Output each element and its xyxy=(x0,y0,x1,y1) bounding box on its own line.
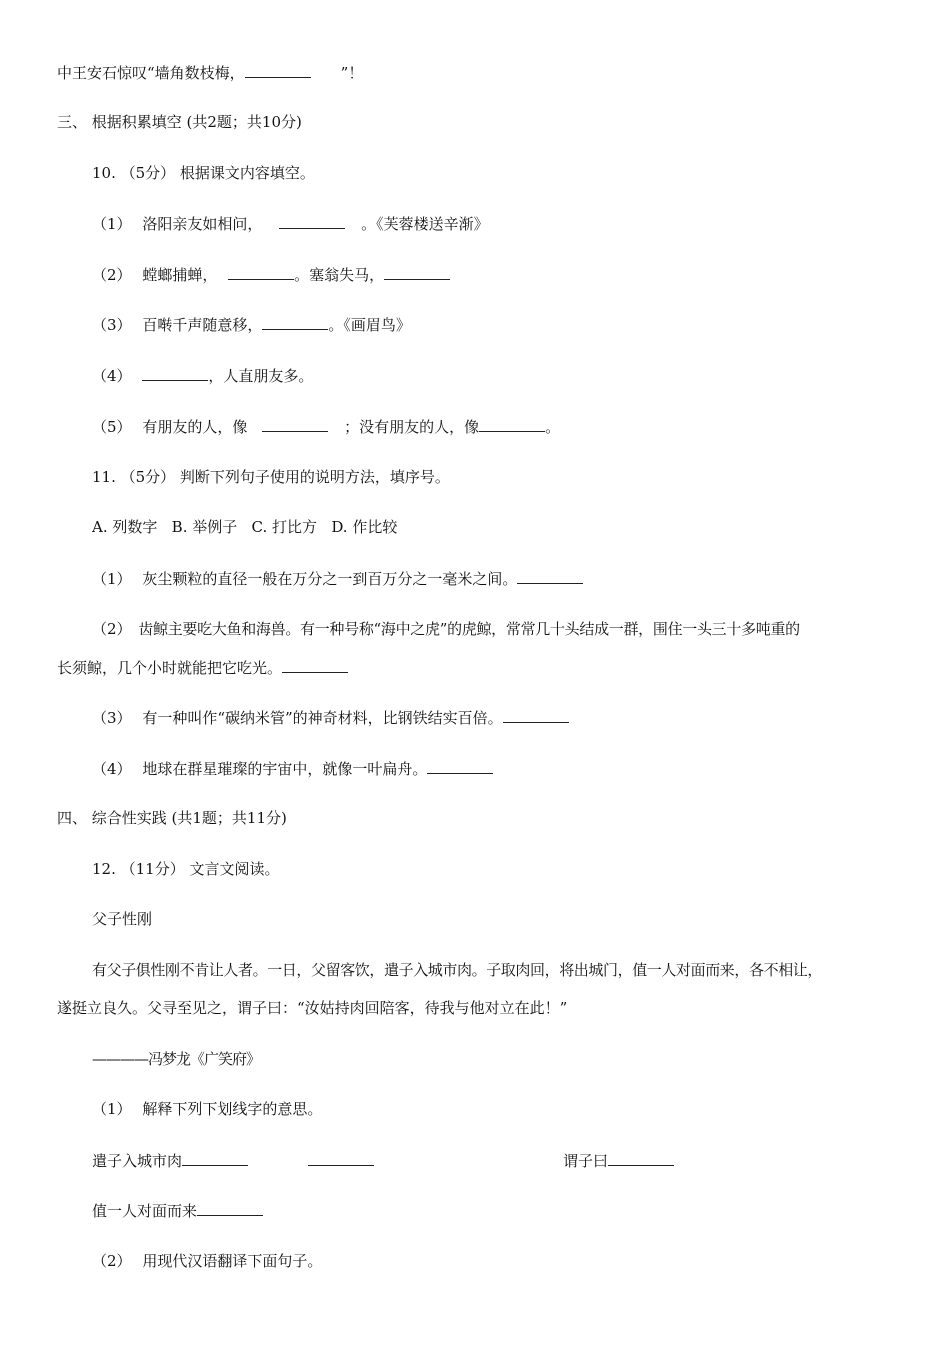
answer-blank[interactable] xyxy=(479,416,545,432)
word-item: 遣子入城市肉 xyxy=(92,1152,183,1170)
answer-blank[interactable] xyxy=(427,758,493,774)
item-number: （4） xyxy=(92,367,132,385)
item-text-mid: 。塞翁失马， xyxy=(294,266,385,284)
answer-blank[interactable] xyxy=(262,416,328,432)
answer-blank[interactable] xyxy=(384,264,450,280)
question-item xyxy=(92,758,493,779)
word-definition-row xyxy=(92,1200,263,1221)
question-item xyxy=(92,619,800,639)
question-item xyxy=(92,707,569,728)
word-item: 谓子曰 xyxy=(563,1152,609,1170)
question-item xyxy=(92,365,313,386)
answer-blank[interactable] xyxy=(228,264,294,280)
word-definition-row xyxy=(92,1150,374,1171)
item-text: 有一种叫作“碳纳米管”的神奇材料，比钢铁结实百倍。 xyxy=(142,709,503,727)
passage-text: 有父子俱性刚不肯让人者。一日，父留客饮，遣子入城市肉。子取肉回，将出城门，值一人对面而来，各不相让， xyxy=(92,961,823,979)
answer-blank[interactable] xyxy=(142,365,208,381)
item-number: （1） xyxy=(92,1100,132,1118)
item-text: 长须鲸，几个小时就能把它吃光。 xyxy=(57,659,283,677)
item-text: 齿鲸主要吃大鱼和海兽。有一种号称“海中之虎”的虎鲸，常常几十头结成一群，围住一头三十多吨重的 xyxy=(138,620,800,638)
item-number: （2） xyxy=(92,620,132,638)
answer-options: A. 列数字 B. 举例子 C. 打比方 D. 作比较 xyxy=(92,518,398,536)
item-text: 灰尘颗粒的直径一般在万分之一到百万分之一毫米之间。 xyxy=(142,570,518,588)
answer-blank[interactable] xyxy=(197,1200,263,1216)
answer-blank[interactable] xyxy=(517,568,583,584)
question-item xyxy=(92,314,411,335)
item-text-tail: 。 xyxy=(545,418,561,436)
item-text-tail: 。《画眉鸟》 xyxy=(328,316,411,334)
word-definition-item xyxy=(563,1150,674,1171)
item-number: （4） xyxy=(92,760,132,778)
item-text-tail: 。《芙蓉楼送辛渐》 xyxy=(361,215,489,233)
answer-blank[interactable] xyxy=(279,213,345,229)
item-number: （5） xyxy=(92,418,132,436)
item-text: 用现代汉语翻译下面句子。 xyxy=(142,1252,323,1270)
item-text: 有朋友的人，像 xyxy=(142,418,248,436)
item-text: 解释下列下划线字的意思。 xyxy=(142,1100,323,1118)
answer-blank[interactable] xyxy=(308,1150,374,1166)
answer-blank[interactable] xyxy=(182,1150,248,1166)
item-text: 百啭千声随意移， xyxy=(142,316,263,334)
passage-source: ————冯梦龙《广笑府》 xyxy=(92,1050,261,1068)
item-text: 螳螂捕蝉， xyxy=(142,266,218,284)
sub-question xyxy=(92,1099,322,1119)
item-text: 地球在群星璀璨的宇宙中，就像一叶扁舟。 xyxy=(142,760,428,778)
sub-question xyxy=(92,1251,322,1271)
item-number: （2） xyxy=(92,266,132,284)
question-item xyxy=(92,213,489,234)
item-text-mid: ；没有朋友的人，像 xyxy=(344,418,480,436)
question-text-tail: ”！ xyxy=(340,64,364,82)
item-number: （1） xyxy=(92,570,132,588)
answer-blank[interactable] xyxy=(503,707,569,723)
question-item-continued xyxy=(57,657,348,678)
word-item: 值一人对面而来 xyxy=(92,1202,198,1220)
question-header: 10. （5分） 根据课文内容填空。 xyxy=(92,164,315,182)
answer-blank[interactable] xyxy=(262,314,328,330)
item-text: 洛阳亲友如相问， xyxy=(142,215,263,233)
item-number: （3） xyxy=(92,709,132,727)
answer-blank[interactable] xyxy=(608,1150,674,1166)
question-text: 中王安石惊叹“墙角数枝梅， xyxy=(57,64,245,82)
passage-title: 父子性刚 xyxy=(92,910,153,928)
passage-text: 遂挺立良久。父寻至见之，谓子曰：“汝姑持肉回陪客，待我与他对立在此！” xyxy=(57,999,568,1017)
item-number: （3） xyxy=(92,316,132,334)
continued-question-line xyxy=(57,62,363,83)
question-item xyxy=(92,416,560,437)
question-item xyxy=(92,264,450,285)
answer-blank[interactable] xyxy=(245,62,311,78)
section-heading: 四、 综合性实践 (共1题；共11分) xyxy=(57,809,287,827)
item-text-tail: ，人直朋友多。 xyxy=(208,367,314,385)
section-heading: 三、 根据积累填空 (共2题；共10分) xyxy=(57,113,302,131)
question-header: 12. （11分） 文言文阅读。 xyxy=(92,860,280,878)
item-number: （1） xyxy=(92,215,132,233)
answer-blank[interactable] xyxy=(282,657,348,673)
question-item xyxy=(92,568,583,589)
item-number: （2） xyxy=(92,1252,132,1270)
question-header: 11. （5分） 判断下列句子使用的说明方法，填序号。 xyxy=(92,468,450,486)
